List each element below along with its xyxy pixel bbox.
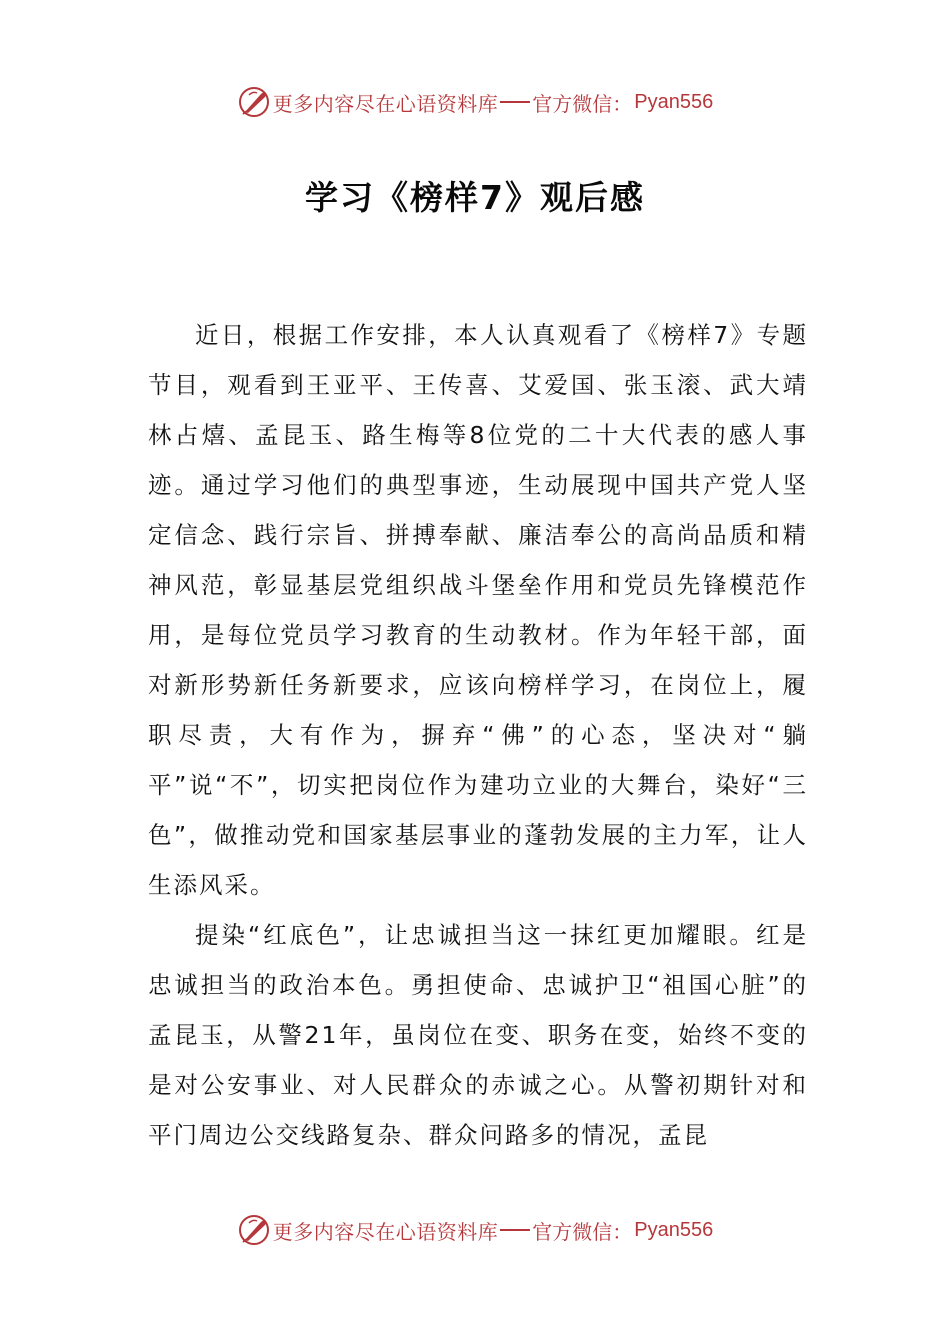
banner-text: 更多内容尽在心语资料库 bbox=[272, 91, 499, 116]
paragraph: 提染“红底色”，让忠诚担当这一抹红更加耀眼。红是忠诚担当的政治本色。勇担使命、忠诚护卫“祖国心脏”的孟昆玉，从警21年，虽岗位在变、职务在变，始终不变的是对公安事业、对人民群众的赤诚之心。从警初期针对和平门周边公交线路复杂、群众问路多的情况，孟昆 bbox=[148, 921, 808, 1149]
document-title: 学习《榜样7》观后感 bbox=[305, 178, 645, 217]
banner-wechat-id: Pyan556 bbox=[634, 1218, 714, 1241]
banner-wechat-label: 官方微信： bbox=[532, 1219, 633, 1244]
header-watermark-banner bbox=[0, 82, 950, 122]
banner-dash bbox=[500, 1229, 530, 1231]
banner-wechat-label: 官方微信： bbox=[532, 91, 633, 116]
quill-logo-icon bbox=[237, 85, 271, 119]
footer-watermark-banner bbox=[0, 1210, 950, 1250]
document-body bbox=[148, 310, 808, 1160]
banner-wechat-id: Pyan556 bbox=[634, 90, 714, 113]
banner-text: 更多内容尽在心语资料库 bbox=[272, 1219, 499, 1244]
paragraph: 近日，根据工作安排，本人认真观看了《榜样7》专题节目，观看到王亚平、王传喜、艾爱国、张玉滚、武大靖林占熺、孟昆玉、路生梅等8位党的二十大代表的感人事迹。通过学习他们的典型事迹，生动展现中国共产党人坚定信念、践行宗旨、拼搏奉献、廉洁奉公的高尚品质和精神风范，彰显基层党组织战斗堡垒作用和党员先锋模范作用，是每位党员学习教育的生动教材。作为年轻干部，面对新形势新任务新要求，应该向榜样学习，在岗位上，履职尽责，大有作为，摒弃“佛”的心态，坚决对“躺平”说“不”，切实把岗位作为建功立业的大舞台，染好“三色”，做推动党和国家基层事业的蓬勃发展的主力军，让人生添风采。 bbox=[148, 321, 808, 899]
quill-logo-icon bbox=[237, 1213, 271, 1247]
banner-dash bbox=[500, 101, 530, 103]
